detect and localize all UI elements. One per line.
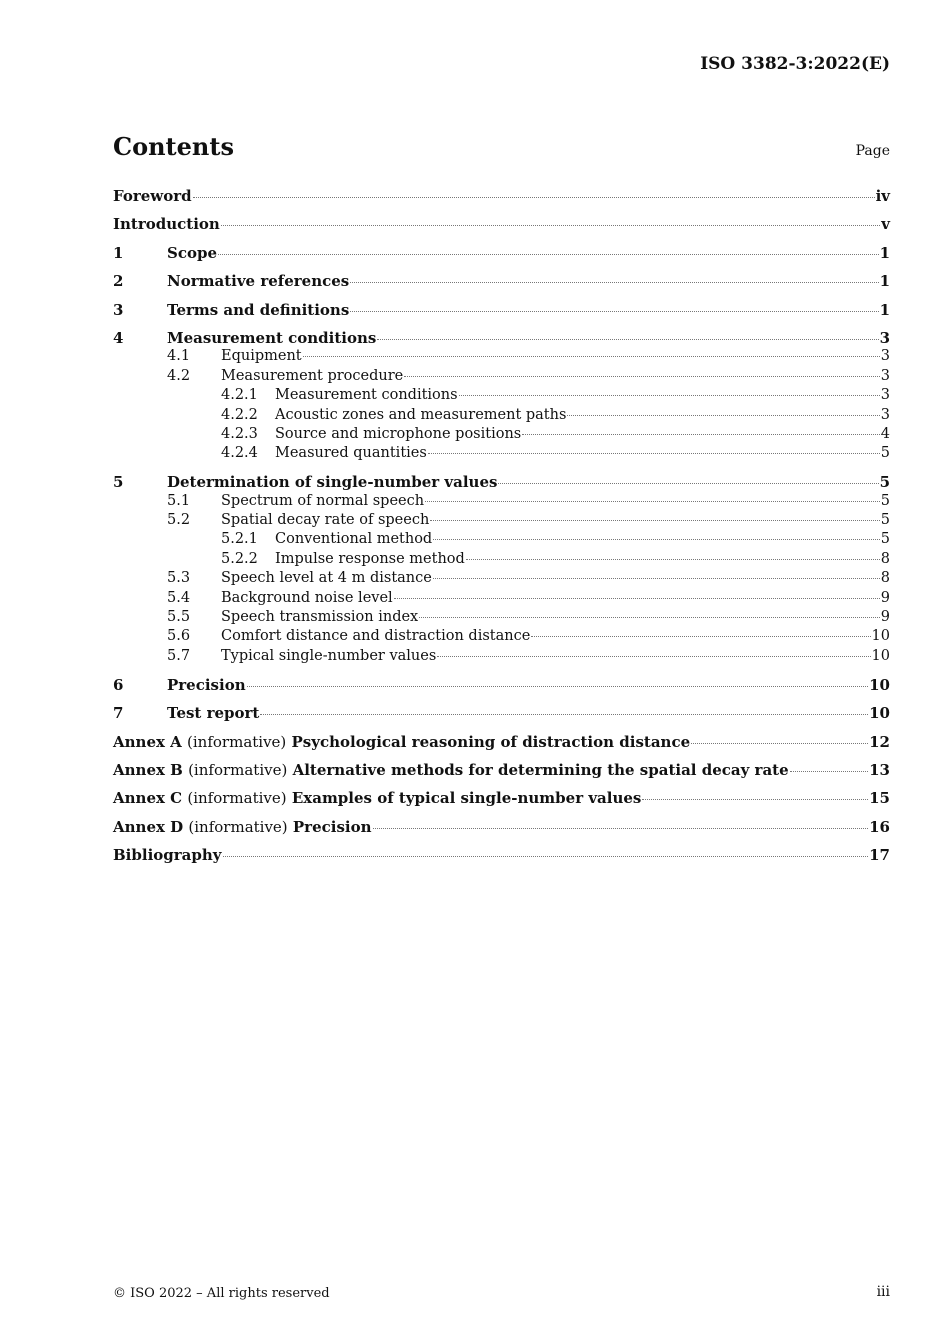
dot-leader bbox=[221, 225, 880, 226]
toc-page: 5 bbox=[880, 445, 890, 462]
toc-entry-4-2-3[interactable] bbox=[113, 425, 890, 444]
dot-leader bbox=[425, 501, 880, 502]
dot-leader bbox=[260, 714, 868, 715]
toc-entry-annex-d[interactable] bbox=[113, 817, 890, 845]
toc-title bbox=[113, 760, 789, 780]
dot-leader bbox=[303, 356, 880, 357]
toc-number: 5.1 bbox=[167, 492, 191, 509]
dot-leader bbox=[459, 395, 880, 396]
dot-leader bbox=[373, 828, 869, 829]
annex-title: Examples of typical single-number values bbox=[291, 789, 642, 808]
footer-page-number: iii bbox=[876, 1284, 890, 1300]
toc-title: Bibliography bbox=[113, 846, 222, 865]
toc-page: 10 bbox=[871, 628, 890, 645]
toc-number: 4.2.2 bbox=[221, 406, 258, 423]
annex-type: (informative) bbox=[187, 732, 287, 751]
toc-number: 7 bbox=[113, 704, 124, 723]
toc-title: Precision bbox=[167, 675, 246, 694]
toc-entry-2[interactable] bbox=[113, 271, 890, 299]
toc-page: 17 bbox=[869, 846, 890, 865]
toc-page: 4 bbox=[880, 425, 890, 442]
toc-page: 8 bbox=[880, 570, 890, 587]
dot-leader bbox=[430, 520, 879, 521]
toc-number: 5 bbox=[113, 473, 124, 492]
toc-title: Introduction bbox=[113, 215, 220, 234]
toc-entry-4-2[interactable] bbox=[113, 367, 890, 386]
annex-type: (informative) bbox=[188, 760, 288, 779]
toc-title: Impulse response method bbox=[275, 550, 465, 567]
toc-number: 5.2.2 bbox=[221, 550, 258, 567]
toc-title: Conventional method bbox=[275, 531, 433, 548]
toc-entry-5-4[interactable] bbox=[113, 589, 890, 608]
toc-page: 1 bbox=[879, 300, 890, 319]
toc-number: 4.2.3 bbox=[221, 425, 258, 442]
annex-label: Annex C bbox=[113, 789, 183, 808]
toc-page: 16 bbox=[869, 817, 890, 836]
toc-page: 3 bbox=[879, 328, 890, 347]
toc-entry-4-1[interactable] bbox=[113, 347, 890, 366]
toc-title: Spectrum of normal speech bbox=[221, 492, 425, 509]
toc-entry-bibliography[interactable] bbox=[113, 845, 890, 873]
toc-title: Test report bbox=[167, 704, 260, 723]
toc-entry-5[interactable] bbox=[113, 472, 890, 491]
toc-page: v bbox=[881, 215, 890, 234]
toc-number: 1 bbox=[113, 243, 124, 262]
toc-page: 13 bbox=[869, 760, 890, 779]
toc-page: 10 bbox=[869, 675, 890, 694]
toc-title: Measured quantities bbox=[275, 445, 427, 462]
dot-leader bbox=[247, 686, 869, 687]
toc-page: 12 bbox=[869, 732, 890, 751]
toc-page: 1 bbox=[879, 272, 890, 291]
toc-number: 4.2 bbox=[167, 367, 191, 384]
dot-leader bbox=[691, 743, 868, 744]
toc-page: 5 bbox=[880, 512, 890, 529]
toc-entry-5-2[interactable] bbox=[113, 511, 890, 530]
toc-number: 5.4 bbox=[167, 589, 191, 606]
toc-entry-introduction[interactable] bbox=[113, 214, 890, 242]
annex-title: Precision bbox=[292, 817, 372, 836]
annex-label: Annex D bbox=[113, 817, 184, 836]
dot-leader bbox=[498, 483, 878, 484]
toc-entry-6[interactable] bbox=[113, 675, 890, 703]
toc-title: Scope bbox=[167, 243, 218, 262]
dot-leader bbox=[394, 598, 880, 599]
dot-leader bbox=[218, 254, 879, 255]
toc-entry-annex-a[interactable] bbox=[113, 732, 890, 760]
toc-page: iv bbox=[875, 187, 890, 205]
toc-title: Speech transmission index bbox=[221, 609, 419, 626]
toc-entry-5-7[interactable] bbox=[113, 647, 890, 675]
dot-leader bbox=[642, 799, 868, 800]
toc-number: 6 bbox=[113, 675, 124, 694]
dot-leader bbox=[350, 311, 878, 312]
toc-page: 10 bbox=[871, 647, 890, 664]
toc-number: 4.1 bbox=[167, 348, 191, 365]
annex-type: (informative) bbox=[188, 817, 288, 836]
toc-page: 5 bbox=[879, 473, 890, 492]
toc-page: 3 bbox=[880, 387, 890, 404]
toc-entry-5-1[interactable] bbox=[113, 492, 890, 511]
toc-entry-annex-c[interactable] bbox=[113, 788, 890, 816]
toc-title: Equipment bbox=[221, 348, 302, 365]
toc-page: 8 bbox=[880, 550, 890, 567]
toc-number: 5.2 bbox=[167, 512, 191, 529]
toc-entry-5-2-1[interactable] bbox=[113, 530, 890, 549]
toc-page: 3 bbox=[880, 348, 890, 365]
toc-number: 5.6 bbox=[167, 628, 191, 645]
toc-title: Background noise level bbox=[221, 589, 393, 606]
dot-leader bbox=[193, 197, 875, 198]
toc-title: Speech level at 4 m distance bbox=[221, 570, 432, 587]
toc-number: 5.5 bbox=[167, 609, 191, 626]
toc-entry-5-5[interactable] bbox=[113, 608, 890, 627]
toc-title: Terms and definitions bbox=[167, 300, 350, 319]
toc-number: 2 bbox=[113, 272, 124, 291]
toc-page: 10 bbox=[869, 704, 890, 723]
dot-leader bbox=[223, 856, 869, 857]
toc-title: Spatial decay rate of speech bbox=[221, 512, 430, 529]
toc-entry-4[interactable] bbox=[113, 328, 890, 347]
toc-page: 5 bbox=[880, 492, 890, 509]
document-id: ISO 3382-3:2022(E) bbox=[700, 54, 890, 74]
toc-number: 5.2.1 bbox=[221, 531, 258, 548]
toc-title: Measurement conditions bbox=[275, 387, 458, 404]
toc-title: Measurement procedure bbox=[221, 367, 404, 384]
toc-number: 4.2.1 bbox=[221, 387, 258, 404]
page-column-label: Page bbox=[855, 143, 890, 159]
contents-heading: Contents bbox=[113, 132, 234, 161]
toc-entry-4-2-2[interactable] bbox=[113, 406, 890, 425]
toc-entry-annex-b[interactable] bbox=[113, 760, 890, 788]
toc-entry-4-2-1[interactable] bbox=[113, 386, 890, 405]
annex-type: (informative) bbox=[187, 789, 287, 808]
annex-label: Annex B bbox=[113, 760, 183, 779]
toc-entry-1[interactable] bbox=[113, 243, 890, 271]
toc-number: 5.3 bbox=[167, 570, 191, 587]
toc-title: Normative references bbox=[167, 272, 350, 291]
toc-title: Foreword bbox=[113, 187, 192, 205]
toc-title: Comfort distance and distraction distance bbox=[221, 628, 531, 645]
dot-leader bbox=[437, 656, 870, 657]
dot-leader bbox=[790, 771, 868, 772]
toc-page: 9 bbox=[880, 589, 890, 606]
toc-page: 3 bbox=[880, 367, 890, 384]
dot-leader bbox=[433, 578, 880, 579]
toc-number: 3 bbox=[113, 300, 124, 319]
toc-page: 15 bbox=[869, 789, 890, 808]
dot-leader bbox=[433, 539, 880, 540]
dot-leader bbox=[419, 617, 880, 618]
toc-entry-5-6[interactable] bbox=[113, 627, 890, 646]
dot-leader bbox=[522, 434, 880, 435]
toc-page: 1 bbox=[879, 243, 890, 262]
annex-title: Alternative methods for determining the spatial decay rate bbox=[292, 760, 789, 779]
toc-page: 5 bbox=[880, 531, 890, 548]
toc-page: 3 bbox=[880, 406, 890, 423]
toc-entry-3[interactable] bbox=[113, 300, 890, 328]
toc-title: Typical single-number values bbox=[221, 647, 437, 664]
toc-entry-foreword[interactable] bbox=[113, 186, 890, 214]
toc-title: Acoustic zones and measurement paths bbox=[275, 406, 567, 423]
table-of-contents bbox=[113, 186, 890, 874]
toc-number: 5.7 bbox=[167, 647, 191, 664]
dot-leader bbox=[466, 559, 880, 560]
dot-leader bbox=[404, 376, 880, 377]
toc-entry-5-2-2[interactable] bbox=[113, 550, 890, 569]
toc-title: Determination of single-number values bbox=[167, 473, 498, 492]
dot-leader bbox=[428, 453, 880, 454]
toc-number: 4 bbox=[113, 328, 124, 347]
dot-leader bbox=[531, 636, 870, 637]
toc-entry-7[interactable] bbox=[113, 703, 890, 731]
toc-number: 4.2.4 bbox=[221, 445, 258, 462]
dot-leader bbox=[377, 339, 878, 340]
toc-title bbox=[113, 788, 641, 808]
toc-page: 9 bbox=[880, 609, 890, 626]
toc-title: Measurement conditions bbox=[167, 328, 377, 347]
annex-label: Annex A bbox=[113, 732, 182, 751]
dot-leader bbox=[350, 282, 878, 283]
toc-title bbox=[113, 732, 690, 752]
toc-title: Source and microphone positions bbox=[275, 425, 522, 442]
toc-entry-4-2-4[interactable] bbox=[113, 444, 890, 472]
toc-title bbox=[113, 817, 372, 837]
dot-leader bbox=[567, 415, 879, 416]
toc-entry-5-3[interactable] bbox=[113, 569, 890, 588]
annex-title: Psychological reasoning of distraction distance bbox=[291, 732, 691, 751]
footer-copyright: © ISO 2022 – All rights reserved bbox=[113, 1286, 330, 1301]
